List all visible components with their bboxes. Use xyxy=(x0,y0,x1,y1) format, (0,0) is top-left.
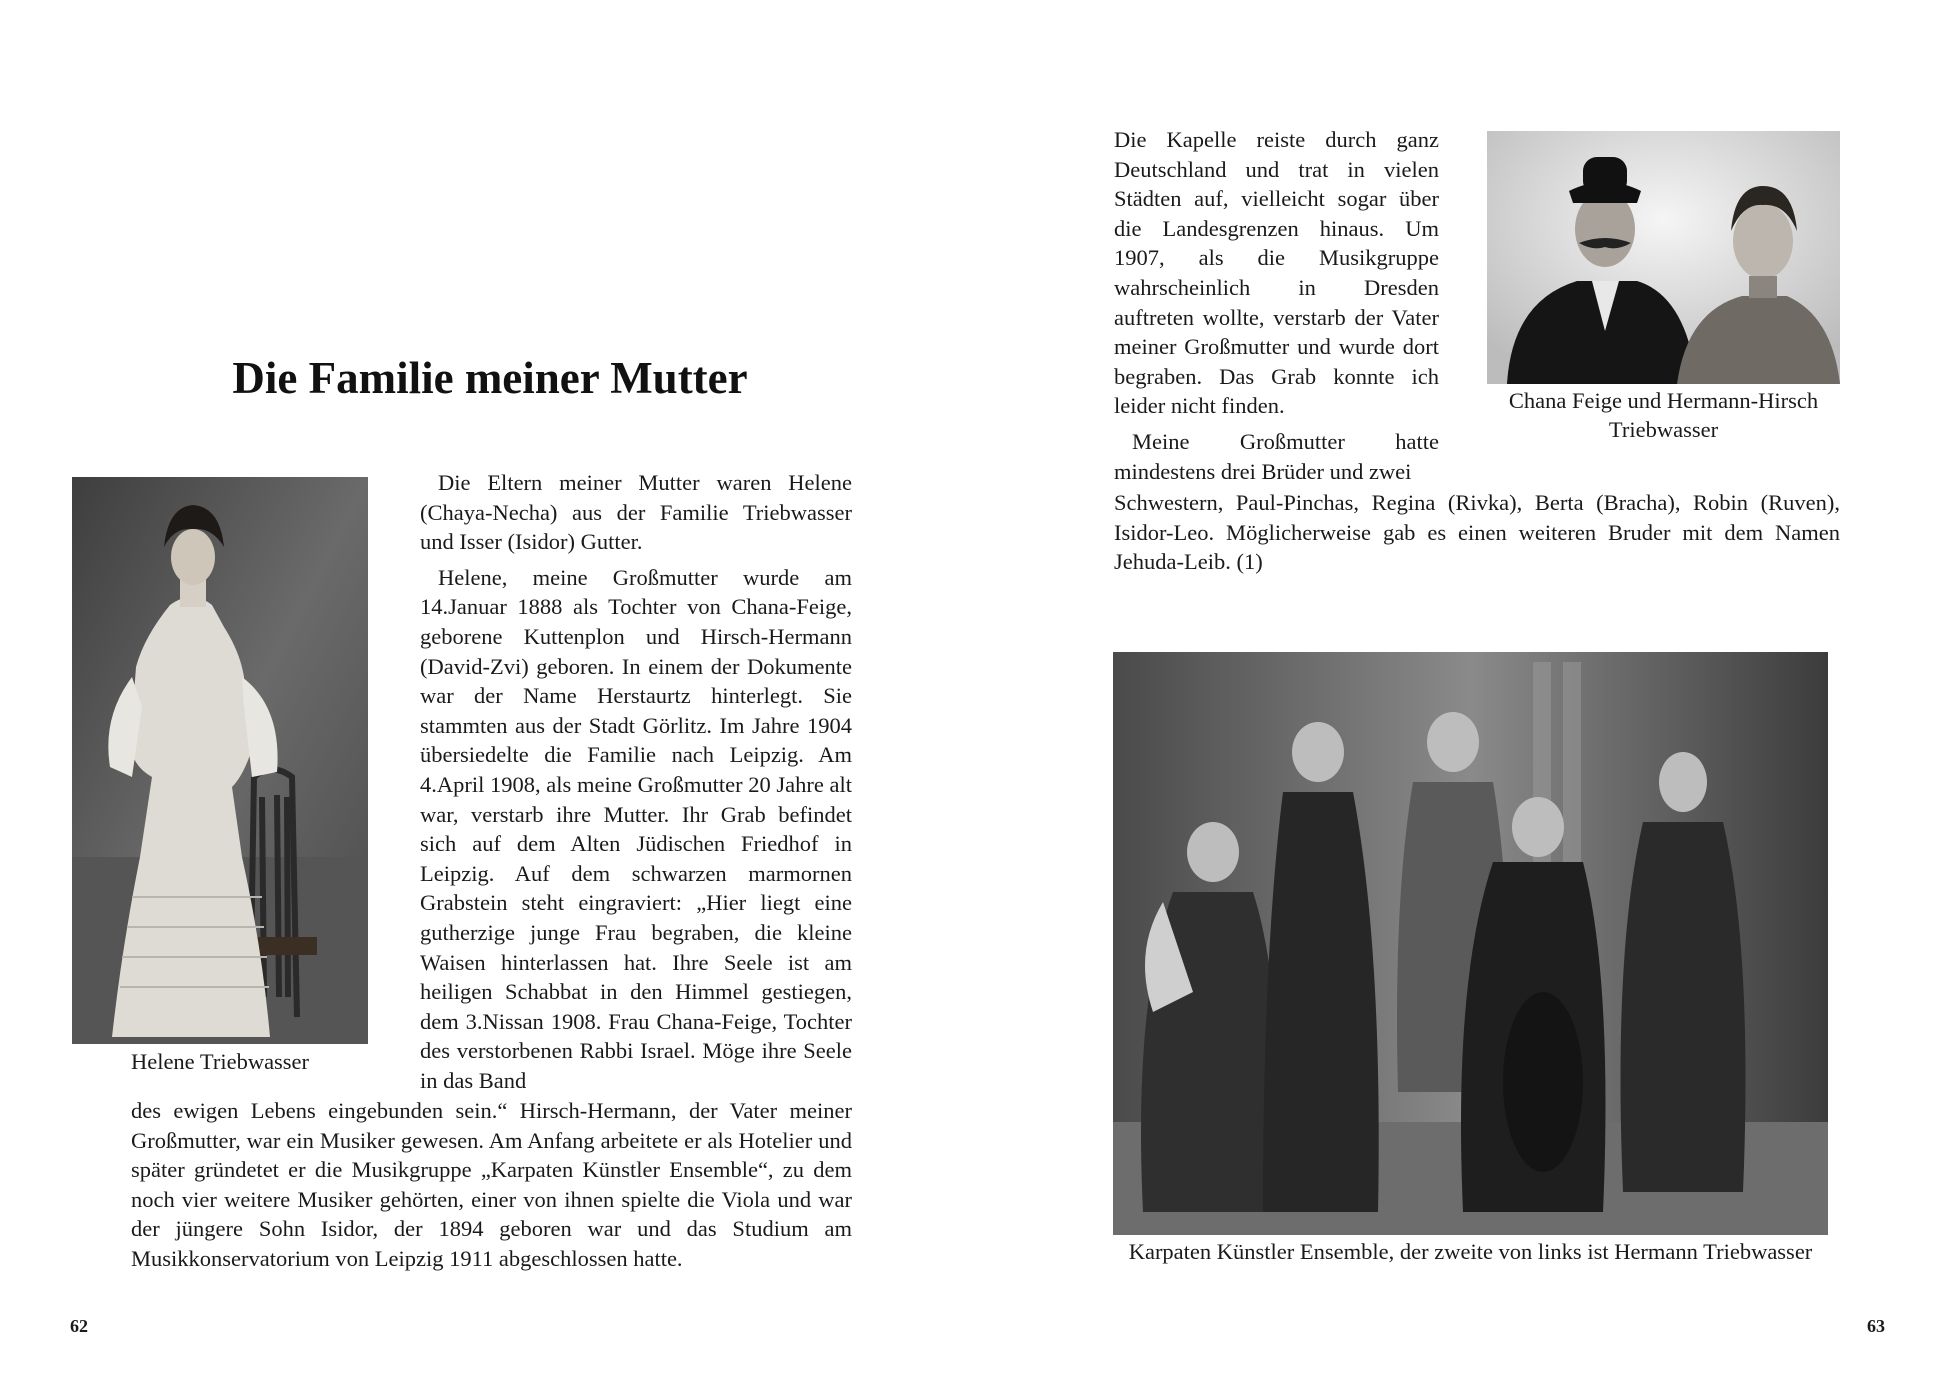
right-full-text xyxy=(1114,488,1840,583)
chapter-title: Die Familie meiner Mutter xyxy=(232,353,748,403)
helene-photo-caption: Helene Triebwasser xyxy=(130,1049,310,1074)
ensemble-group-photo xyxy=(1113,652,1828,1235)
paragraph-parents: Die Eltern meiner Mutter waren Helene (Chaya-Necha) aus der Familie Triebwasser und Isser (Isidor) Gutter. xyxy=(420,470,852,555)
left-wrapped-text xyxy=(420,468,852,1101)
couple-photo-caption: Chana Feige und Hermann-Hirsch Triebwasser xyxy=(1508,388,1819,442)
page-number-right: 63 xyxy=(1867,1316,1885,1336)
paragraph-kapelle: Die Kapelle reiste durch ganz Deutschland und trat in vielen Städten auf, vielleicht sogar über die Landesgrenzen hinaus. Um 1907, als die Musikgruppe wahrscheinlich in Dresden auftreten wollte, verstarb der Vater meiner Großmutter und wurde dort begraben. Das Grab konnte ich leider nicht finden. xyxy=(1114,127,1439,419)
paragraph-helene: Helene, meine Großmutter wurde am 14.Januar 1888 als Tochter von Chana-Feige, geborene Kuttenplon und Hirsch-Hermann (David-Zvi) geboren. In einem der Dokumente war der Name Herstaurtz hinterlegt. Sie stammten aus der Stadt Görlitz. Im Jahre 1904 übersiedelte die Familie nach Leipzig. Am 4.April 1908, als meine Großmutter 20 Jahre alt war, verstarb ihre Mutter. Ihr Grab befindet sich auf dem Alten Jüdischen Friedhof in Leipzig. Auf dem schwarzen marmornen Grabstein steht eingraviert: „Hier liegt eine gutherzige junge Frau begraben, die kleine Waisen hinterlassen hat. Ihre Seele ist am heiligen Schabbat in den Himmel gestiegen, dem 3.Nissan 1908. Frau Chana-Feige, Tochter des verstorbenen Rabbi Israel. Möge ihre Seele in das Band xyxy=(420,564,852,1093)
paragraph-helene-continued: des ewigen Lebens eingebunden sein.“ Hirsch-Hermann, der Vater meiner Großmutter, war ein Musiker gewesen. Am Anfang arbeitete er als Hotelier und später gründetet er die Musikgruppe „Karpaten Künstler Ensemble“, zu dem noch vier weitere Musiker gehörten, einer von ihnen spielte die Viola und war der jüngere Sohn Isidor, der 1894 geboren war und das Studium am Musikkonservatorium von Leipzig 1911 abgeschlossen hatte. xyxy=(131,1098,852,1271)
page-number-left: 62 xyxy=(70,1316,88,1336)
right-wrapped-text xyxy=(1114,125,1439,492)
paragraph-siblings-continued: Schwestern, Paul-Pinchas, Regina (Rivka), Berta (Bracha), Robin (Ruven), Isidor-Leo. Möglicherweise gab es einen weiteren Bruder mit dem Namen Jehuda-Leib. (1) xyxy=(1114,490,1840,575)
helene-portrait-photo xyxy=(72,477,368,1044)
ensemble-photo-caption: Karpaten Künstler Ensemble, der zweite von links ist Hermann Triebwasser xyxy=(1128,1239,1813,1264)
left-full-text xyxy=(131,1096,852,1280)
paragraph-siblings: Meine Großmutter hatte mindestens drei Brüder und zwei xyxy=(1114,428,1439,484)
couple-portrait-photo xyxy=(1487,131,1840,384)
